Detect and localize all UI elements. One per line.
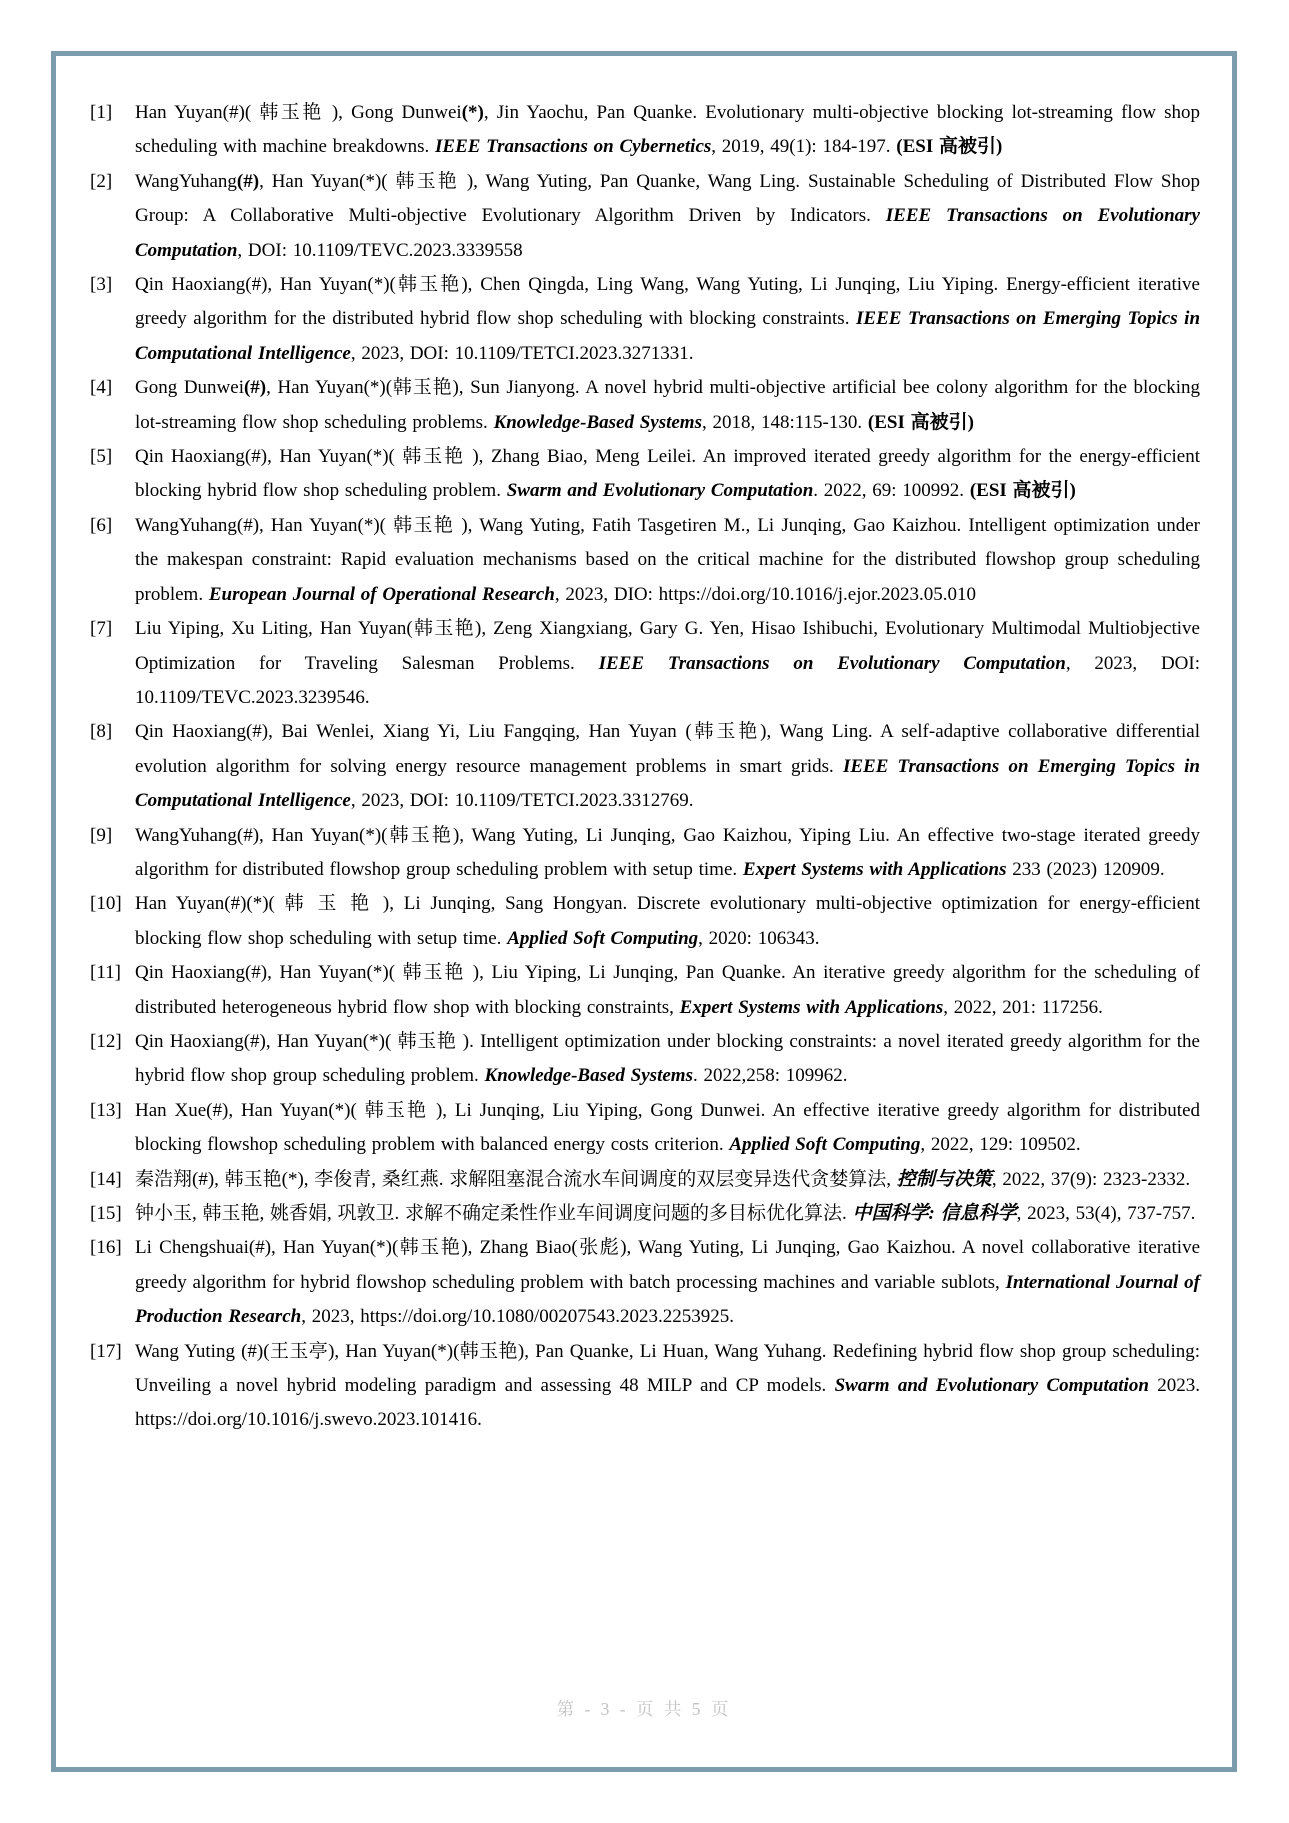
reference-number: [6] <box>90 514 113 536</box>
reference-text <box>135 171 1200 261</box>
reference-text <box>135 1031 1200 1086</box>
reference-text <box>135 1100 1200 1155</box>
reference-item <box>90 96 1200 165</box>
reference-text <box>135 377 1200 432</box>
reference-item <box>90 440 1200 509</box>
reference-number: [16] <box>90 1237 122 1259</box>
reference-item <box>90 165 1200 268</box>
reference-text <box>135 721 1200 811</box>
reference-text-segment: , 2019, 49(1): 184-197. <box>711 136 897 158</box>
journal-name: IEEE Transactions on Cybernetics <box>435 136 712 158</box>
reference-text-segment: , 2023, 53(4), 737-757. <box>1016 1203 1196 1224</box>
reference-text-segment: (ESI 高被引) <box>896 136 1003 158</box>
reference-text <box>135 962 1200 1017</box>
reference-text-segment: . 2022, 69: 100992. <box>813 480 970 502</box>
reference-number: [14] <box>90 1168 122 1190</box>
reference-text-segment: Qin Haoxiang(#), Han Yuyan(*)( 韩玉艳 ), Zhang Biao, Meng Leilei. An improved iterated greedy algorithm for the energy-efficient blocking hybrid flow shop scheduling problem. <box>135 446 1200 502</box>
reference-text-segment: (*) <box>461 102 484 123</box>
reference-item <box>90 1094 1200 1163</box>
reference-item <box>90 268 1200 371</box>
reference-item <box>90 1163 1200 1197</box>
reference-text-segment: , 2023, DOI: 10.1109/TETCI.2023.3271331. <box>350 342 694 364</box>
reference-text-segment: 钟小玉, 韩玉艳, 姚香娟, 巩敦卫. 求解不确定柔性作业车间调度问题的多目标优化算法. <box>135 1203 853 1224</box>
reference-item <box>90 1197 1200 1231</box>
reference-number: [13] <box>90 1099 122 1121</box>
reference-text-segment: 2023. https://doi.org/10.1016/j.swevo.2023.101416. <box>135 1375 1201 1431</box>
reference-text-segment: Han Xue(#), Han Yuyan(*)( 韩玉艳 ), Li Junqing, Liu Yiping, Gong Dunwei. An effective iterative greedy algorithm for distributed blocking flowshop scheduling problem with balanced energy costs criterion. <box>135 1099 1200 1156</box>
reference-number: [8] <box>90 721 113 743</box>
reference-text-segment: , 2022, 129: 109502. <box>920 1134 1081 1156</box>
reference-item <box>90 1025 1200 1094</box>
journal-name: 中国科学: 信息科学 <box>852 1203 1017 1224</box>
reference-item <box>90 887 1200 956</box>
reference-number: [11] <box>90 962 121 984</box>
reference-text <box>135 1203 1195 1224</box>
reference-text-segment: , DOI: 10.1109/TEVC.2023.3339558 <box>237 239 523 261</box>
reference-text-segment: 233 (2023) 120909. <box>1006 858 1165 880</box>
journal-name: 控制与决策 <box>896 1168 992 1190</box>
reference-list <box>90 96 1200 1438</box>
reference-text <box>135 515 1200 605</box>
journal-name: IEEE Transactions on Evolutionary Computation <box>598 652 1066 674</box>
reference-text-segment: , 2018, 148:115-130. <box>701 411 868 433</box>
reference-number: [5] <box>90 446 113 468</box>
reference-text-segment: Han Yuyan(#)( 韩玉艳 ), Gong Dunwei <box>135 102 462 123</box>
reference-text-segment: , 2023, DIO: https://doi.org/10.1016/j.ejor.2023.05.010 <box>554 583 977 605</box>
reference-text <box>135 274 1200 364</box>
reference-text <box>135 1237 1200 1327</box>
reference-number: [2] <box>90 170 113 192</box>
reference-number: [7] <box>90 618 113 640</box>
publication-list-content <box>56 56 1232 1438</box>
reference-item <box>90 1335 1200 1438</box>
journal-name: Expert Systems with Applications <box>742 858 1007 880</box>
reference-item <box>90 819 1200 888</box>
reference-text-segment: WangYuhang(#), Han Yuyan(*)(韩玉艳), Wang Yuting, Li Junqing, Gao Kaizhou, Yiping Liu. An effective two-stage iterated greedy algorithm for distributed flowshop group scheduling problem with setup time. <box>135 824 1200 880</box>
reference-text-segment: (#) <box>236 170 260 192</box>
reference-text-segment: (ESI 高被引) <box>867 411 974 433</box>
reference-number: [4] <box>90 377 113 399</box>
reference-item <box>90 509 1200 612</box>
reference-text-segment: , Han Yuyan(*)(韩玉艳), Sun Jianyong. A novel hybrid multi-objective artificial bee colony algorithm for the blocking lot-streaming flow shop scheduling problems. <box>135 377 1200 433</box>
reference-text <box>135 446 1200 501</box>
journal-name: IEEE Transactions on Emerging Topics in Computational Intelligence <box>135 755 1200 812</box>
reference-number: [15] <box>90 1203 122 1224</box>
journal-name: IEEE Transactions on Evolutionary Computation <box>135 205 1200 261</box>
journal-name: Swarm and Evolutionary Computation <box>834 1375 1149 1397</box>
reference-text-segment: Liu Yiping, Xu Liting, Han Yuyan(韩玉艳), Zeng Xiangxiang, Gary G. Yen, Hisao Ishibuchi, Evolutionary Multimodal Multiobjective Optimization for Traveling Salesman Problems. <box>135 618 1200 674</box>
reference-number: [1] <box>90 102 113 123</box>
reference-number: [10] <box>90 893 122 915</box>
reference-text-segment: Qin Haoxiang(#), Han Yuyan(*)(韩玉艳), Chen Qingda, Ling Wang, Wang Yuting, Li Junqing, Liu Yiping. Energy-efficient iterative greedy algorithm for the distributed hybrid flow shop scheduling with blocking constraints. <box>135 274 1200 330</box>
reference-text-segment: (ESI 高被引) <box>969 480 1076 502</box>
reference-text-segment: Qin Haoxiang(#), Han Yuyan(*)( 韩玉艳 ). Intelligent optimization under blocking constraints: a novel iterated greedy algorithm for the hybrid flow shop group scheduling problem. <box>135 1030 1200 1087</box>
reference-text-segment: , 2022, 201: 117256. <box>943 996 1103 1018</box>
reference-item <box>90 612 1200 715</box>
reference-text-segment: Qin Haoxiang(#), Bai Wenlei, Xiang Yi, Liu Fangqing, Han Yuyan (韩玉艳), Wang Ling. A self-adaptive collaborative differential evolution algorithm for solving energy resource management problems in smart grids. <box>135 721 1200 777</box>
reference-item <box>90 1231 1200 1334</box>
reference-text-segment: WangYuhang <box>135 170 237 192</box>
journal-name: Expert Systems with Applications <box>679 996 944 1018</box>
reference-text-segment: 秦浩翔(#), 韩玉艳(*), 李俊青, 桑红燕. 求解阻塞混合流水车间调度的双层变异迭代贪婪算法, <box>135 1168 897 1190</box>
reference-text-segment: Li Chengshuai(#), Han Yuyan(*)(韩玉艳), Zhang Biao(张彪), Wang Yuting, Li Junqing, Gao Kaizhou. A novel collaborative iterative greedy algorithm for hybrid flowshop scheduling problem with batch processing machines and variable sublots, <box>135 1237 1200 1293</box>
journal-name: Applied Soft Computing <box>507 927 699 949</box>
reference-text-segment: (#) <box>243 377 267 399</box>
journal-name: Knowledge-Based Systems <box>493 411 702 433</box>
reference-number: [9] <box>90 824 113 846</box>
reference-number: [3] <box>90 274 113 296</box>
journal-name: Applied Soft Computing <box>729 1134 921 1156</box>
reference-text <box>135 825 1200 880</box>
reference-text-segment: , 2022, 37(9): 2323-2332. <box>991 1168 1191 1190</box>
reference-number: [12] <box>90 1030 122 1052</box>
reference-text-segment: , 2023, DOI: 10.1109/TETCI.2023.3312769. <box>350 790 694 812</box>
reference-item <box>90 371 1200 440</box>
journal-name: International Journal of Production Research <box>135 1271 1200 1328</box>
reference-item <box>90 715 1200 818</box>
reference-text-segment: . 2022,258: 109962. <box>692 1065 848 1087</box>
journal-name: Swarm and Evolutionary Computation <box>506 480 814 502</box>
reference-text-segment: , 2020: 106343. <box>698 927 820 949</box>
journal-name: European Journal of Operational Research <box>208 583 555 605</box>
reference-text <box>135 1341 1200 1431</box>
reference-text-segment: , 2023, DOI: 10.1109/TEVC.2023.3239546. <box>135 652 1200 708</box>
reference-text-segment: Han Yuyan(#)(*)( 韩 玉 艳 ), Li Junqing, Sang Hongyan. Discrete evolutionary multi-objective optimization for energy-efficient blocking flow shop scheduling with setup time. <box>135 893 1200 949</box>
reference-text <box>135 1169 1190 1190</box>
reference-text <box>135 102 1200 157</box>
reference-text-segment: Wang Yuting (#)(王玉亭), Han Yuyan(*)(韩玉艳), Pan Quanke, Li Huan, Wang Yuhang. Redefining hybrid flow shop group scheduling: Unveiling a novel hybrid modeling paradigm and assessing 48 MILP and CP models. <box>135 1340 1200 1397</box>
reference-number: [17] <box>90 1340 122 1362</box>
reference-text-segment: , Jin Yaochu, Pan Quanke. Evolutionary multi-objective blocking lot-streaming flow shop scheduling with machine breakdowns. <box>135 102 1201 158</box>
reference-text <box>135 893 1200 948</box>
journal-name: Knowledge-Based Systems <box>484 1065 693 1087</box>
reference-text <box>135 618 1200 708</box>
reference-item <box>90 956 1200 1025</box>
page-number-footer: 第 - 3 - 页 共 5 页 <box>556 1699 732 1719</box>
reference-text-segment: WangYuhang(#), Han Yuyan(*)( 韩玉艳 ), Wang Yuting, Fatih Tasgetiren M., Li Junqing, Gao Kaizhou. Intelligent optimization under the makespan constraint: Rapid evaluation mechanisms based on the critical machine for the distributed flowshop group scheduling problem. <box>135 514 1200 605</box>
reference-text-segment: Gong Dunwei <box>135 377 244 399</box>
reference-text-segment: Qin Haoxiang(#), Han Yuyan(*)( 韩玉艳 ), Liu Yiping, Li Junqing, Pan Quanke. An iterative greedy algorithm for the scheduling of distributed heterogeneous hybrid flow shop with blocking constraints, <box>135 962 1200 1018</box>
document-page-frame <box>51 51 1237 1772</box>
reference-text-segment: , Han Yuyan(*)( 韩玉艳 ), Wang Yuting, Pan Quanke, Wang Ling. Sustainable Scheduling of Distributed Flow Shop Group: A Collaborative Multi-objective Evolutionary Algorithm Driven by Indicators. <box>135 170 1200 227</box>
journal-name: IEEE Transactions on Emerging Topics in Computational Intelligence <box>135 308 1201 364</box>
reference-text-segment: , 2023, https://doi.org/10.1080/00207543.2023.2253925. <box>301 1306 735 1328</box>
